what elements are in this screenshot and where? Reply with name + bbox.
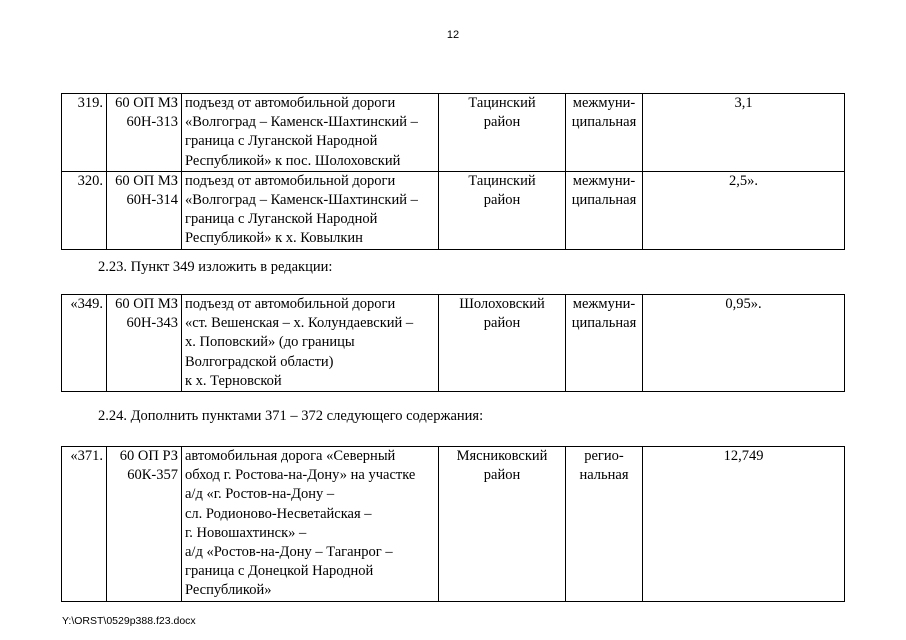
row-number: 320. xyxy=(62,171,107,249)
road-length: 12,749 xyxy=(643,447,845,602)
paragraph-2-23: 2.23. Пункт 349 изложить в редакции: xyxy=(98,259,333,275)
roads-table-1 xyxy=(61,93,845,250)
road-code: 60 ОП МЗ 60Н-313 xyxy=(107,94,182,172)
file-path-footer: Y:\ORST\0529p388.f23.docx xyxy=(62,615,196,627)
road-length: 2,5». xyxy=(643,171,845,249)
road-significance: регио- нальная xyxy=(566,447,643,602)
road-code: 60 ОП МЗ 60Н-314 xyxy=(107,171,182,249)
road-name: подъезд от автомобильной дороги «Волгоград – Каменск-Шахтинский – граница с Луганской Народной Республикой» к пос. Шолоховский xyxy=(182,94,439,172)
road-code: 60 ОП РЗ 60К-357 xyxy=(107,447,182,602)
district: Тацинский район xyxy=(439,171,566,249)
district: Шолоховский район xyxy=(439,295,566,392)
road-length: 0,95». xyxy=(643,295,845,392)
road-name: автомобильная дорога «Северный обход г. Ростова-на-Дону» на участке а/д «г. Ростов-на-Дону – сл. Родионово-Несветайская – г. Новошахтинск» – а/д «Ростов-на-Дону – Таганрог – граница с Донецкой Народной Республикой» xyxy=(182,447,439,602)
road-code: 60 ОП МЗ 60Н-343 xyxy=(107,295,182,392)
road-name: подъезд от автомобильной дороги «ст. Вешенская – х. Колундаевский – х. Поповский» (до границы Волгоградской области) к х. Терновской xyxy=(182,295,439,392)
row-number: 319. xyxy=(62,94,107,172)
table-row xyxy=(62,171,845,249)
district: Тацинский район xyxy=(439,94,566,172)
roads-table-2 xyxy=(61,294,845,392)
row-number: «349. xyxy=(62,295,107,392)
paragraph-2-24: 2.24. Дополнить пунктами 371 – 372 следующего содержания: xyxy=(98,408,484,424)
district: Мясниковский район xyxy=(439,447,566,602)
road-significance: межмуни- ципальная xyxy=(566,171,643,249)
table-row xyxy=(62,94,845,172)
road-significance: межмуни- ципальная xyxy=(566,94,643,172)
table-row xyxy=(62,447,845,602)
road-length: 3,1 xyxy=(643,94,845,172)
row-number: «371. xyxy=(62,447,107,602)
road-significance: межмуни- ципальная xyxy=(566,295,643,392)
road-name: подъезд от автомобильной дороги «Волгоград – Каменск-Шахтинский – граница с Луганской Народной Республикой» к х. Ковылкин xyxy=(182,171,439,249)
table-row xyxy=(62,295,845,392)
page-number: 12 xyxy=(446,29,460,41)
roads-table-3 xyxy=(61,446,845,602)
